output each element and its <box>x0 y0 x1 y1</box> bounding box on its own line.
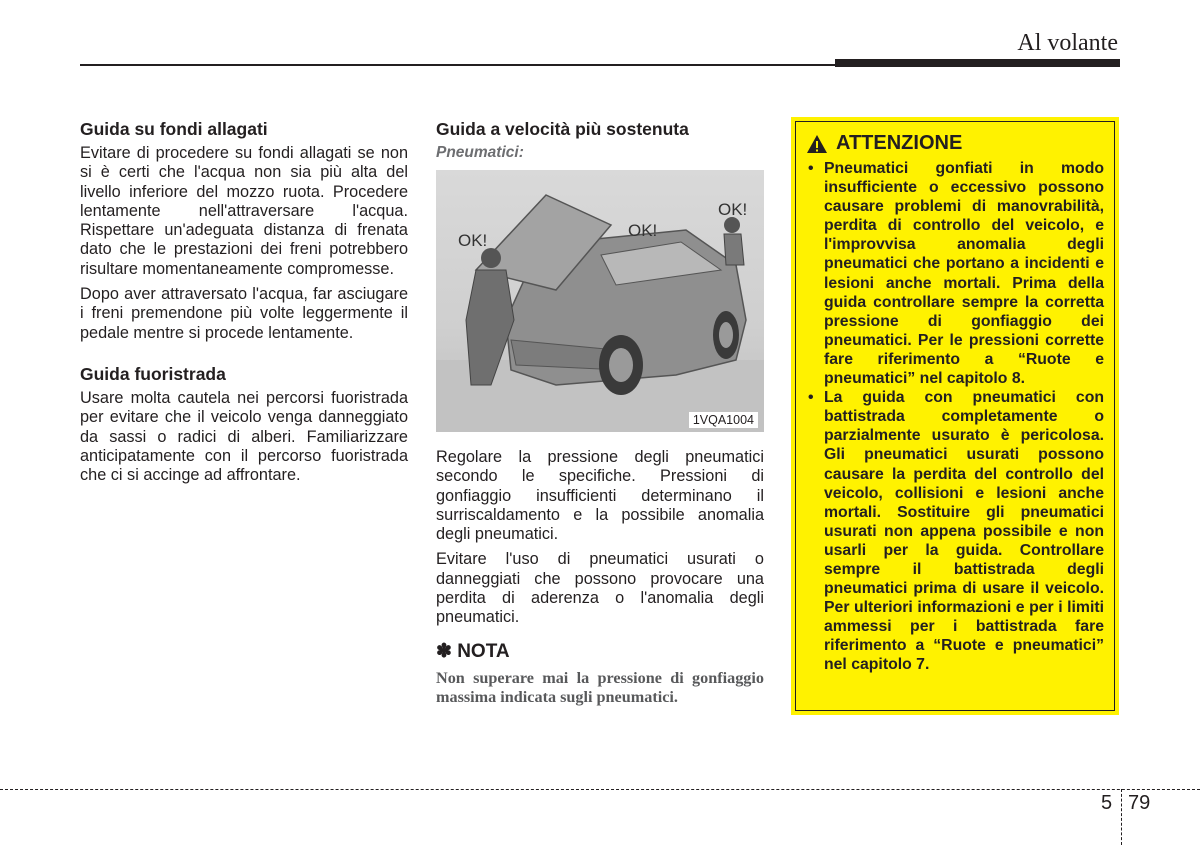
note-title: ✽ NOTA <box>436 640 510 662</box>
section-title-flooded-roads: Guida su fondi allagati <box>80 119 268 139</box>
figure-code: 1VQA1004 <box>689 412 758 428</box>
paragraph: Dopo aver attraversato l'acqua, far asciugare i freni premendone più volte leggermente il pedale mentre si procede lentamente. <box>80 285 408 342</box>
page-number: 79 <box>1128 792 1151 814</box>
paragraph: Usare molta cautela nei percorsi fuoristrada per evitare che il veicolo venga danneggiato da sassi o radici di alberi. Familiarizzare anticipatamente con il percorso fuoristrada che ci si accinge ad affrontare. <box>80 388 408 485</box>
warning-box-inner <box>795 121 1115 711</box>
warning-list <box>806 159 1104 675</box>
header-rule <box>80 64 840 66</box>
ok-label-left: OK! <box>458 231 488 250</box>
section-title-high-speed: Guida a velocità più sostenuta <box>436 119 689 139</box>
ok-label-middle: OK! <box>628 221 658 240</box>
running-title: Al volante <box>1017 30 1118 56</box>
subheading-tires: Pneumatici: <box>436 144 524 161</box>
tire-check-illustration <box>436 170 764 432</box>
bullet: • <box>808 389 814 407</box>
paragraph: Evitare di procedere su fondi allagati se non si è certi che l'acqua non sia più alta del livello inferiore del mozzo ruota. Procedere lentamente nell'attraversare l'acqua. Rispettare un'adeguata distanza di frenata dato che le prestazioni dei freni potrebbero risultare momentaneamente compromesse. <box>80 144 408 278</box>
section-title-offroad: Guida fuoristrada <box>80 363 226 384</box>
warning-box <box>791 117 1119 715</box>
car-illustration <box>436 170 764 432</box>
chapter-number: 5 <box>1101 792 1113 814</box>
warning-triangle-icon <box>806 134 828 154</box>
note-text: Non superare mai la pressione di gonfiaggio massima indicata sugli pneumatici. <box>436 668 764 707</box>
footer-rule <box>0 789 1200 790</box>
bullet: • <box>808 160 814 177</box>
warning-header <box>806 132 1104 155</box>
left-column <box>80 118 408 491</box>
warning-item-text: La guida con pneumatici con battistrada completamente o parzialmente usurato è pericolosa. Gli pneumatici usurati possono causare la perdita del controllo del veicolo, collisioni e lesioni anche mortali. Sostituire gli pneumatici usurati non appena possibile e non usarli per la guida. Controllare sempre il battistrada degli pneumatici prima di usare il veicolo. Per ulteriori informazioni e per i limiti ammessi per i battistrada fare riferimento a “Ruote e pneumatici” nel capitolo 7. <box>824 389 1104 674</box>
warning-item <box>806 159 1104 388</box>
ok-label-right: OK! <box>718 200 748 219</box>
footer-divider <box>1121 789 1122 845</box>
warning-item-text: Pneumatici gonfiati in modo insufficiente o eccessivo possono causare problemi di manovrabilità, perdita di controllo del veicolo, e l'improvvisa anomalia degli pneumatici che portano a incidenti e lesioni anche mortali. Prima della guida controllare sempre la corretta pressione di gonfiaggio dei pneumatici. Per le pressioni corrette fare riferimento a “Ruote e pneumatici” nel capitolo 8. <box>824 160 1104 388</box>
warning-title: ATTENZIONE <box>836 132 963 154</box>
header-rule-thick <box>835 59 1120 67</box>
paragraph: Regolare la pressione degli pneumatici secondo le specifiche. Pressioni di gonfiaggio insufficienti determinano il surriscaldamento e la possibile anomalia degli pneumatici. <box>436 448 764 544</box>
warning-item <box>806 388 1104 674</box>
paragraph: Evitare l'uso di pneumatici usurati o danneggiati che possono provocare una perdita di aderenza o l'anomalia degli pneumatici. <box>436 550 764 627</box>
middle-column <box>436 118 764 708</box>
